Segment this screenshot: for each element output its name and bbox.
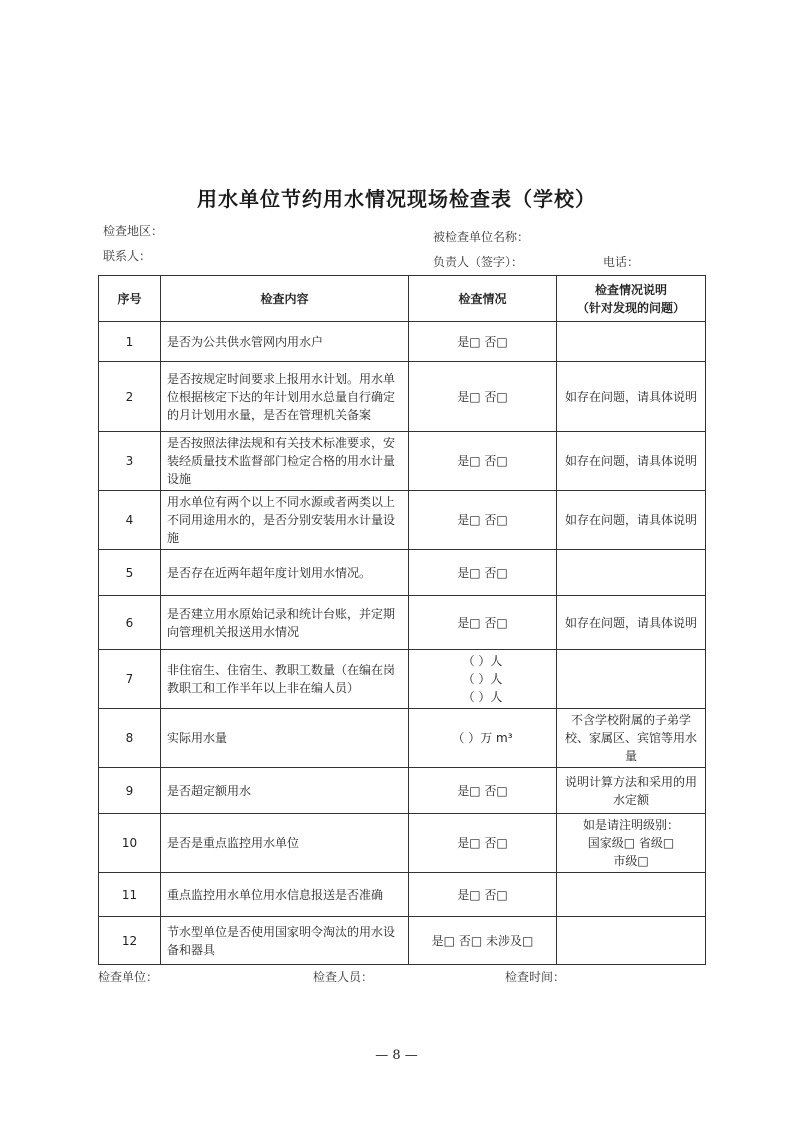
table-row: [99, 709, 706, 768]
row-note: [557, 814, 706, 873]
row-note: [557, 873, 706, 917]
table-row: [99, 362, 706, 432]
row-no: 10: [99, 814, 161, 873]
table-header-row: [99, 276, 706, 322]
level-note-line: 国家级□ 省级□: [587, 836, 675, 850]
contact-label: 联系人：: [103, 249, 152, 263]
table-row: [99, 917, 706, 965]
level-note-line: 市级□: [613, 854, 649, 868]
page-title: 用水单位节约用水情况现场检查表（学校）: [197, 187, 596, 211]
table-row: [99, 432, 706, 491]
header-status: 检查情况: [409, 276, 557, 322]
row-status: 是□ 否□: [409, 768, 557, 814]
row-content: 是否为公共供水管网内用水户: [161, 322, 409, 362]
row-no: 2: [99, 362, 161, 432]
table-row: [99, 491, 706, 550]
row-content: 是否是重点监控用水单位: [161, 814, 409, 873]
count-line: （ ）人: [462, 690, 503, 704]
inspected-unit-label: 被检查单位名称：: [433, 230, 530, 244]
row-content: 是否存在近两年超年度计划用水情况。: [161, 550, 409, 596]
row-no: 1: [99, 322, 161, 362]
row-no: 8: [99, 709, 161, 768]
row-content: 是否按照法律法规和有关技术标准要求，安装经质量技术监督部门检定合格的用水计量设施: [161, 432, 409, 491]
page-number: — 8 —: [375, 1048, 418, 1063]
header-note-title: 检查情况说明: [594, 282, 667, 297]
row-status: 是□ 否□: [409, 491, 557, 550]
row-no: 9: [99, 768, 161, 814]
row-content: 实际用水量: [161, 709, 409, 768]
row-status: 是□ 否□: [409, 596, 557, 650]
row-note: [557, 550, 706, 596]
table-row: [99, 768, 706, 814]
row-content: 非住宿生、住宿生、教职工数量（在编在岗教职工和工作半年以上非在编人员）: [161, 650, 409, 709]
row-status: 是□ 否□: [409, 362, 557, 432]
table-row: [99, 550, 706, 596]
header-note: [557, 276, 706, 322]
level-note-line: 如是请注明级别：: [582, 818, 679, 832]
row-content: 用水单位有两个以上不同水源或者两类以上不同用途用水的，是否分别安装用水计量设施: [161, 491, 409, 550]
region-label: 检查地区：: [103, 224, 164, 238]
table-row: [99, 873, 706, 917]
row-note: 说明计算方法和采用的用水定额: [557, 768, 706, 814]
table-row: [99, 322, 706, 362]
row-no: 6: [99, 596, 161, 650]
table-row: [99, 650, 706, 709]
row-status: 是□ 否□ 未涉及□: [409, 917, 557, 965]
row-status: 是□ 否□: [409, 322, 557, 362]
row-status: 是□ 否□: [409, 873, 557, 917]
row-note: 如存在问题，请具体说明: [557, 596, 706, 650]
row-status: 是□ 否□: [409, 432, 557, 491]
row-status: 是□ 否□: [409, 550, 557, 596]
row-note: 如存在问题，请具体说明: [557, 362, 706, 432]
footer-inspection-time: 检查时间：: [505, 970, 566, 984]
row-note: 如存在问题，请具体说明: [557, 491, 706, 550]
inspection-table: [98, 275, 706, 965]
row-note: [557, 917, 706, 965]
row-status: 是□ 否□: [409, 814, 557, 873]
row-content: 是否按规定时间要求上报用水计划。用水单位根据核定下达的年计划用水总量自行确定的月计划用水量，是否在管理机关备案: [161, 362, 409, 432]
footer-inspector: 检查人员：: [313, 970, 374, 984]
row-content: 节水型单位是否使用国家明令淘汰的用水设备和器具: [161, 917, 409, 965]
row-no: 12: [99, 917, 161, 965]
header-note-subtitle: （针对发现的问题）: [576, 300, 685, 315]
phone-label: 电话：: [603, 255, 640, 269]
row-content: 重点监控用水单位用水信息报送是否准确: [161, 873, 409, 917]
row-status: [409, 650, 557, 709]
row-no: 11: [99, 873, 161, 917]
row-note: 如存在问题，请具体说明: [557, 432, 706, 491]
row-note: [557, 322, 706, 362]
row-no: 4: [99, 491, 161, 550]
row-no: 7: [99, 650, 161, 709]
footer-inspection-unit: 检查单位：: [98, 970, 159, 984]
table-row: [99, 814, 706, 873]
row-note: 不含学校附属的子弟学校、家属区、宾馆等用水量: [557, 709, 706, 768]
row-no: 3: [99, 432, 161, 491]
header-content: 检查内容: [161, 276, 409, 322]
header-no: 序号: [99, 276, 161, 322]
row-no: 5: [99, 550, 161, 596]
row-content: 是否建立用水原始记录和统计台账，并定期向管理机关报送用水情况: [161, 596, 409, 650]
row-status: （ ）万 m³: [409, 709, 557, 768]
count-line: （ ）人: [462, 672, 503, 686]
row-content: 是否超定额用水: [161, 768, 409, 814]
count-line: （ ）人: [462, 654, 503, 668]
table-row: [99, 596, 706, 650]
responsible-person-label: 负责人（签字）：: [433, 255, 524, 269]
row-note: [557, 650, 706, 709]
